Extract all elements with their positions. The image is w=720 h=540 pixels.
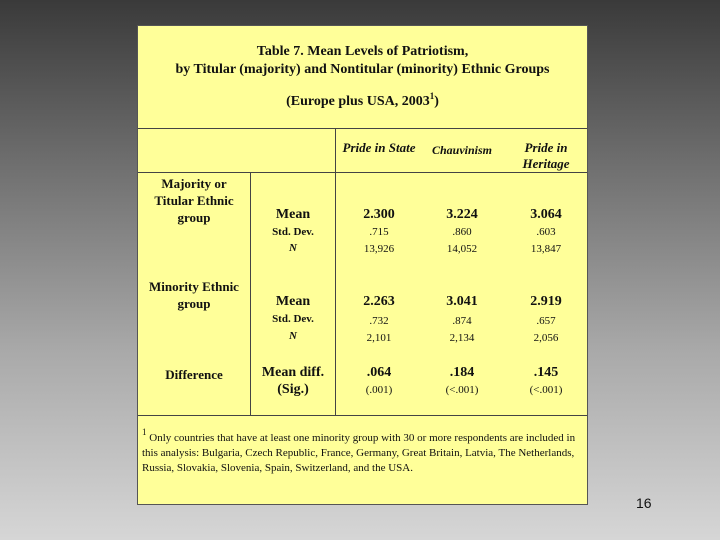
cell-value: 2,134 bbox=[449, 332, 475, 344]
cell-value: 3.064 bbox=[530, 207, 562, 222]
patriotism-table bbox=[137, 25, 588, 505]
cell-value: .184 bbox=[449, 365, 475, 380]
stat-mean: Mean bbox=[275, 207, 311, 222]
title-line-1: Table 7. Mean Levels of Patriotism, bbox=[256, 44, 469, 59]
row-label-difference: Difference bbox=[165, 367, 223, 382]
footnote-marker: 1 bbox=[142, 427, 147, 437]
row-label-minority: Minority Ethnic group bbox=[149, 279, 239, 311]
cell-value: (<.001) bbox=[529, 384, 563, 396]
cell-value: .860 bbox=[452, 226, 472, 238]
stat-sig: (Sig.) bbox=[277, 382, 309, 397]
title-footnote-marker: 1 bbox=[429, 91, 435, 101]
cell-value: 2.300 bbox=[363, 207, 395, 222]
header-bottom-rule bbox=[138, 172, 587, 173]
cell-value: 14,052 bbox=[446, 243, 478, 255]
stat-n: N bbox=[289, 242, 297, 254]
cell-value: .715 bbox=[369, 226, 389, 238]
stat-std-dev: Std. Dev. bbox=[272, 226, 314, 238]
col-header-chauvinism: Chauvinism bbox=[431, 143, 493, 157]
table-footnote: $^1$ Only countries that have at least one minority group with 30 or more respondents are included in this analysis: Bulgaria, Czech Republic, France, Germany, Great Britain, Latvia, The Netherlands, Russia, Slovakia, Slovenia, Spain, Switzerland, and the USA. bbox=[142, 427, 576, 474]
stat-n: N bbox=[289, 330, 297, 342]
row-label-majority: Majority or Titular Ethnic group bbox=[154, 176, 234, 225]
title-line-2: by Titular (majority) and Nontitular (minority) Ethnic Groups bbox=[175, 62, 550, 77]
cell-value: 13,926 bbox=[363, 243, 395, 255]
stat-mean-diff: Mean diff. bbox=[261, 365, 325, 380]
cell-value: .657 bbox=[536, 315, 556, 327]
table-title bbox=[138, 26, 587, 129]
cell-value: 2,056 bbox=[533, 332, 559, 344]
col-header-pride-heritage: Pride in Heritage bbox=[522, 140, 570, 171]
col-header-pride-state: Pride in State bbox=[342, 140, 416, 155]
cell-value: 3.224 bbox=[446, 207, 478, 222]
cell-value: .064 bbox=[366, 365, 392, 380]
slide-page-number: 16 bbox=[636, 495, 652, 511]
cell-value: 13,847 bbox=[530, 243, 562, 255]
stat-std-dev: Std. Dev. bbox=[272, 313, 314, 325]
cell-value: (.001) bbox=[365, 384, 393, 396]
cell-value: 2.263 bbox=[363, 294, 395, 309]
cell-value: .603 bbox=[536, 226, 556, 238]
cell-value: 3.041 bbox=[446, 294, 478, 309]
cell-value: (<.001) bbox=[445, 384, 479, 396]
cell-value: .145 bbox=[533, 365, 559, 380]
cell-value: 2,101 bbox=[366, 332, 392, 344]
cell-value: .874 bbox=[452, 315, 472, 327]
header-divider bbox=[335, 128, 336, 175]
cell-value: .732 bbox=[369, 315, 389, 327]
cell-value: 2.919 bbox=[530, 294, 562, 309]
title-line-3: (Europe plus USA, 2003$^1$) bbox=[286, 91, 439, 109]
footer-rule bbox=[138, 415, 587, 416]
stat-mean: Mean bbox=[275, 294, 311, 309]
